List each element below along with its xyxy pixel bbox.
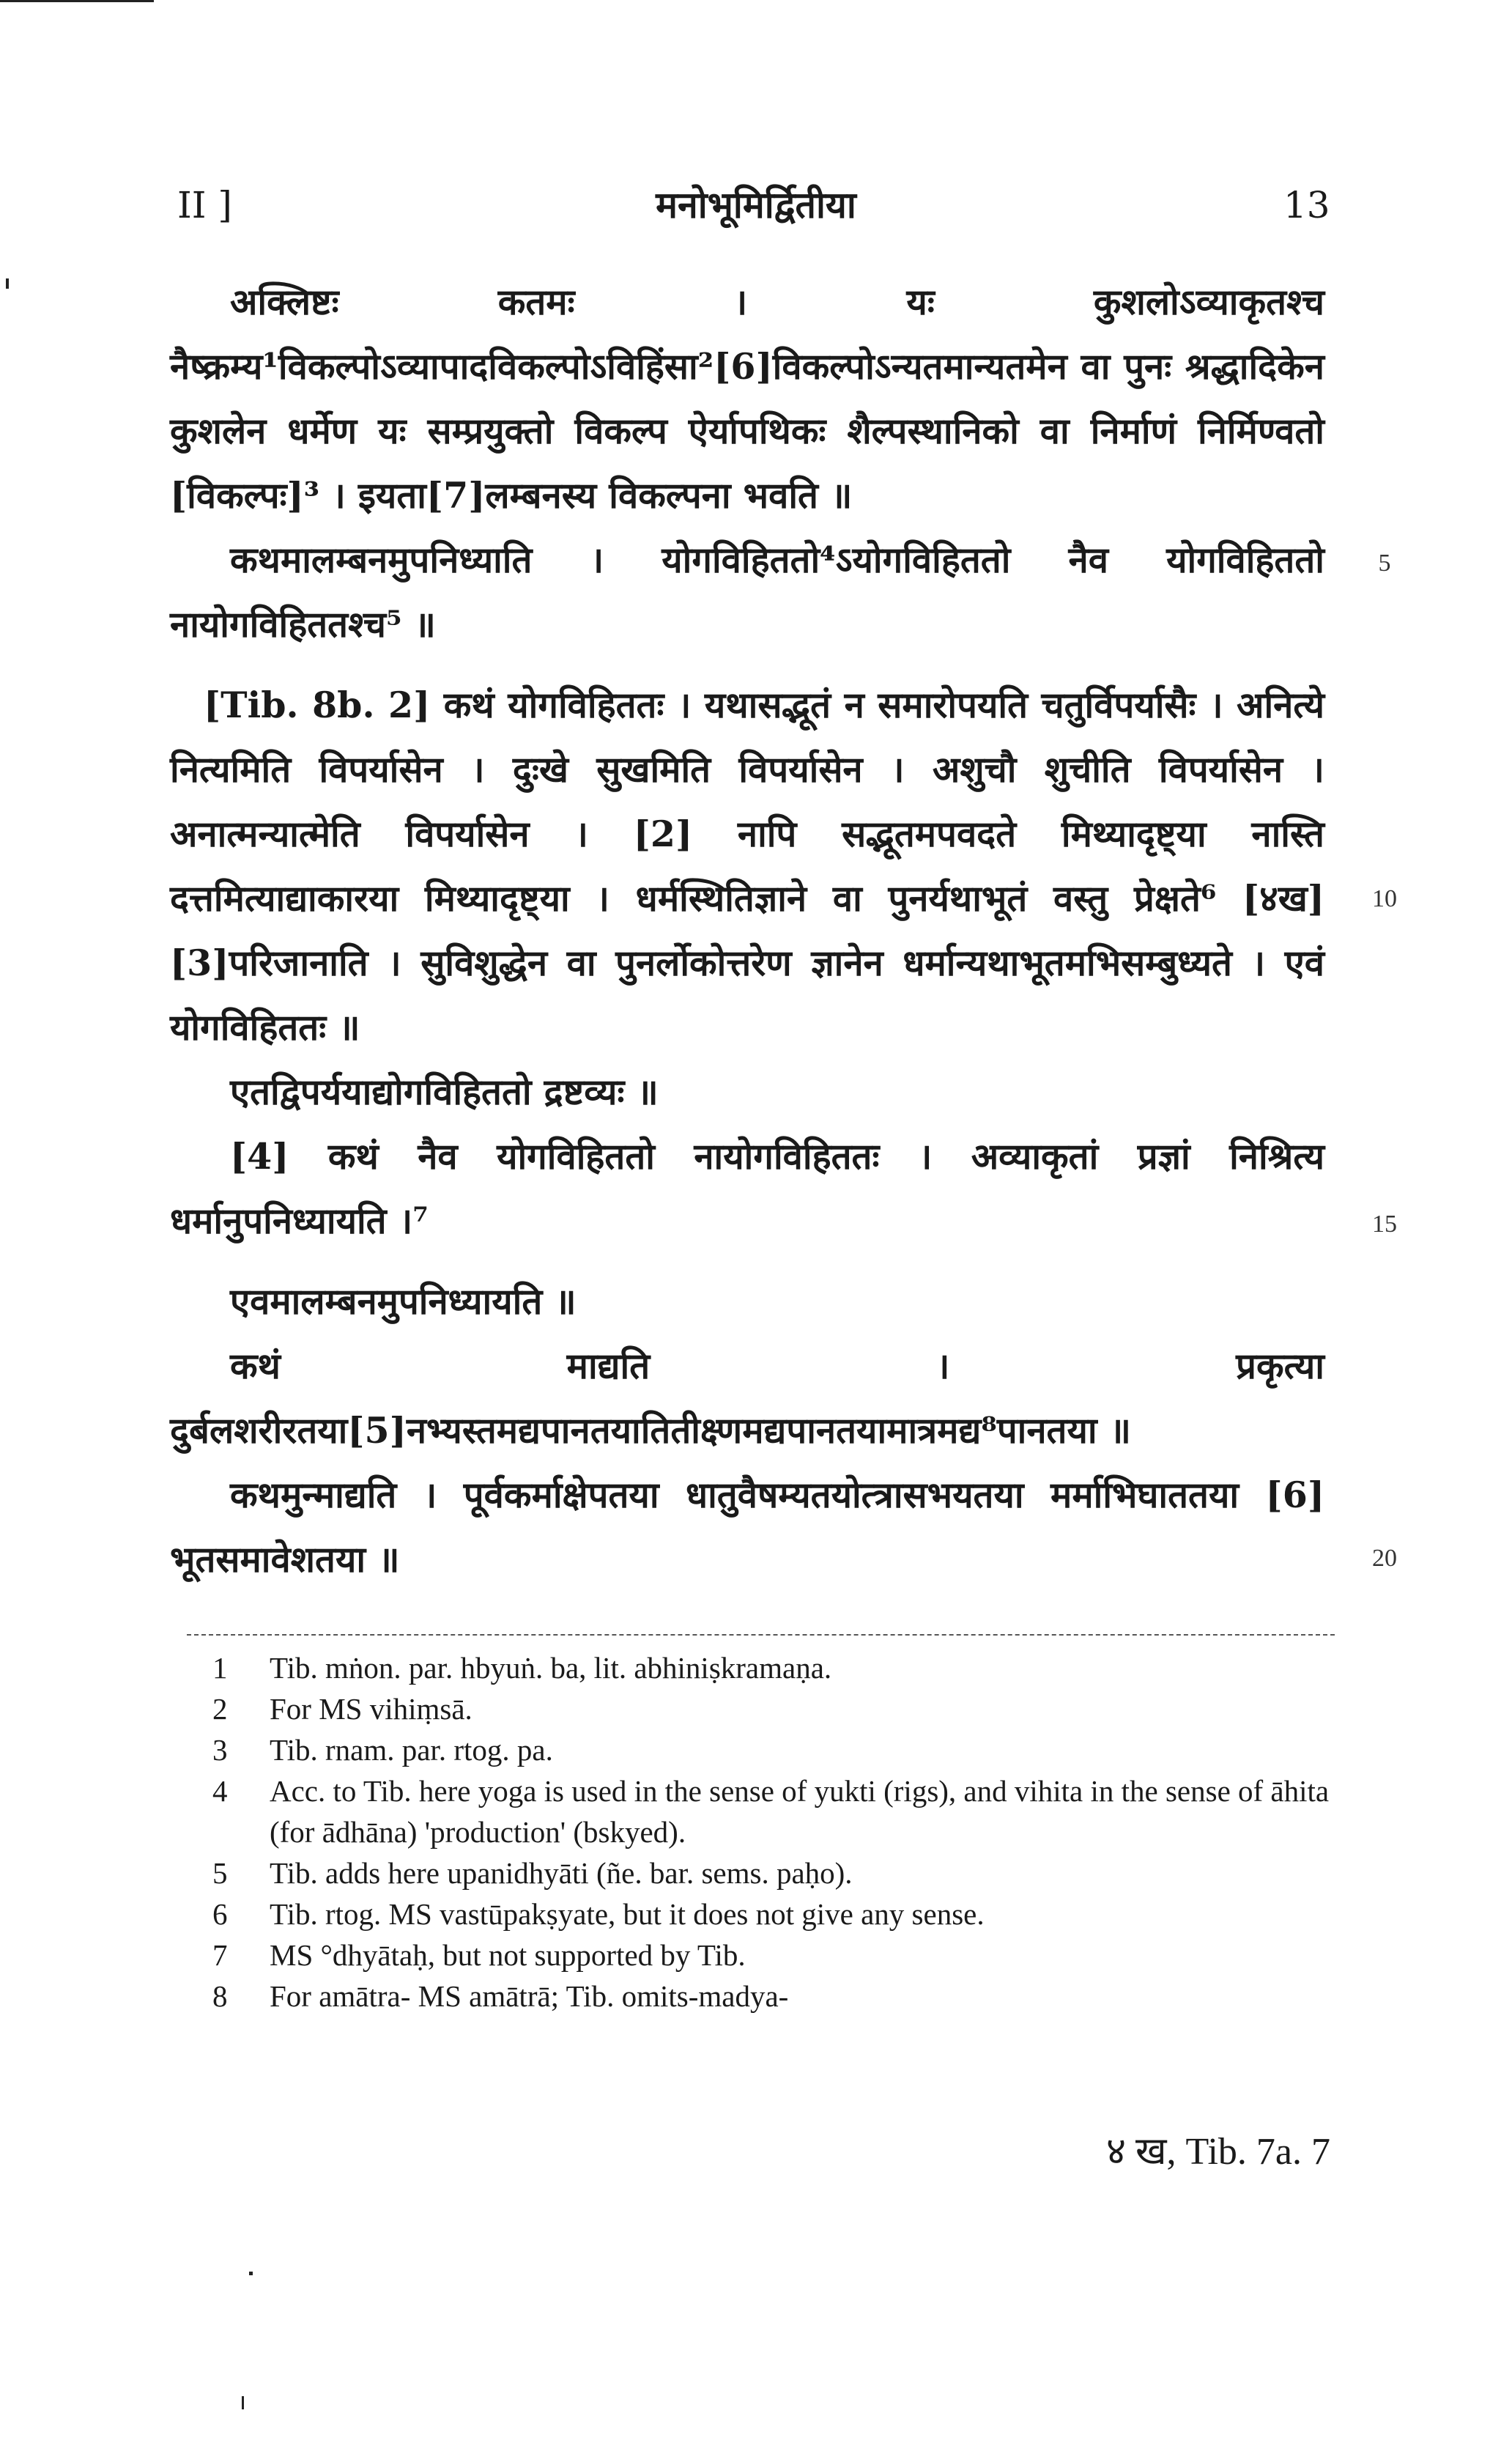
scan-speck [6,278,9,289]
footnotes [212,1647,1333,2017]
footnote-text: Tib. adds here upanidhyāti (ñe. bar. sems. paḥo). [270,1856,853,1890]
footnote-text: Tib. mṅon. par. hbyuṅ. ba, lit. abhiniṣkramaṇa. [270,1651,832,1685]
line-number: 10 [1372,885,1397,912]
footnote-number: 4 [212,1774,228,1808]
footnote-text: For amātra- MS amātrā; Tib. omits-madya- [270,1979,789,2013]
footnote [212,1893,1333,1935]
footnote-number: 2 [212,1692,228,1726]
footnote-number: 3 [212,1733,228,1767]
footnote [212,1976,1333,2017]
footnote-number: 7 [212,1938,228,1972]
folio-reference: ४ ख, Tib. 7a. 7 [1105,2131,1330,2173]
footnote-text: MS °dhyātaḥ, but not supported by Tib. [270,1938,746,1972]
footnote-text: Tib. rtog. MS vastūpakṣyate, but it does not give any sense. [270,1897,985,1931]
main-text [170,270,1324,1592]
paragraph: [Tib. 8b. 2] कथं योगविहिततः । यथासद्भूतं न समारोपयति चतुर्विपर्यासैः । अनित्ये नित्यमिति विपर्यासेन । दुःखे सुखमिति विपर्यासेन । अशुचौ शुचीति विपर्यासेन । अनात्मन्यात्मेति विपर्यासेन । [2] नापि सद्भूतमपवदते मिथ्यादृष्ट्या नास्ति दत्तमित्याद्याकारया मिथ्यादृष्ट्या । धर्मस्थितिज्ञाने वा पुनर्यथाभूतं वस्तु प्रेक्षते⁶ [४ख] [3]परिजानाति । सुविशुद्धेन वा पुनर्लोकोत्तरेण ज्ञानेन धर्मान्यथाभूतमभिसम्बुध्यते । एवं योगविहिततः ॥ [170,684,1324,1049]
paragraph: कथमालम्बनमुपनिध्याति । योगविहिततो⁴ऽयोगविहिततो नैव योगविहिततो नायोगविहिततश्च⁵ ॥ [170,539,1324,646]
chapter-marker: II ] [177,184,232,226]
footnote-separator [187,1634,1335,1636]
paragraph: एतद्विपर्ययाद्योगविहिततो द्रष्टव्यः ॥ [230,1071,659,1113]
paragraph: कथं माद्यति । प्रकृत्या दुर्बलशरीरतया[5]नभ्यस्तमद्यपानतयातितीक्ष्णमद्यपानतयामात्रमद्य⁸पानतया ॥ [170,1345,1324,1452]
footnote-number: 6 [212,1897,228,1931]
footnote-number: 1 [212,1651,228,1685]
scan-edge-mark [0,0,154,2]
page-number: 13 [1283,184,1330,226]
footnote [212,1647,1333,1688]
footnote [212,1688,1333,1729]
line-number: 5 [1378,550,1391,577]
scan-speck [249,2272,253,2275]
line-number: 20 [1372,1545,1397,1572]
footnote-text: Acc. to Tib. here yoga is used in the sense of yukti (rigs), and vihita in the sense of āhita (for ādhāna) 'production' (bskyed). [270,1774,1330,1849]
footnote-text: For MS vihiṃsā. [270,1692,472,1726]
line-number: 15 [1372,1211,1397,1238]
paragraph: कथमुन्माद्यति । पूर्वकर्माक्षेपतया धातुवैषम्यतयोत्त्रासभयतया मर्माभिघाततया [6] भूतसमावेशतया ॥ [170,1474,1324,1581]
footnote [212,1770,1333,1852]
footnote-number: 5 [212,1856,228,1890]
footnote-number: 8 [212,1979,228,2013]
footnote [212,1729,1333,1770]
paragraph: [4] कथं नैव योगविहिततो नायोगविहिततः । अव्याकृतां प्रज्ञां निश्रित्य धर्मानुपनिध्यायति ।⁷ [170,1135,1324,1242]
footnote-text: Tib. rnam. par. rtog. pa. [270,1733,553,1767]
paragraph: अक्लिष्टः कतमः । यः कुशलोऽव्याकृतश्च नैष्क्रम्य¹विकल्पोऽव्यापादविकल्पोऽविहिंसा²[6]विकल्पोऽन्यतमान्यतमेन वा पुनः श्रद्धादिकेन कुशलेन धर्मेण यः सम्प्रयुक्तो विकल्प ऐर्यापथिकः शैल्पस्थानिको वा निर्माणं निर्मिण्वतो [विकल्पः]³ । इयता[7]लम्बनस्य विकल्पना भवति ॥ [170,281,1324,517]
paragraph: एवमालम्बनमुपनिध्यायति ॥ [230,1280,577,1323]
running-title: मनोभूमिर्द्वितीया [656,183,856,226]
footnote [212,1935,1333,1976]
scan-speck [242,2396,244,2409]
footnote [212,1852,1333,1893]
